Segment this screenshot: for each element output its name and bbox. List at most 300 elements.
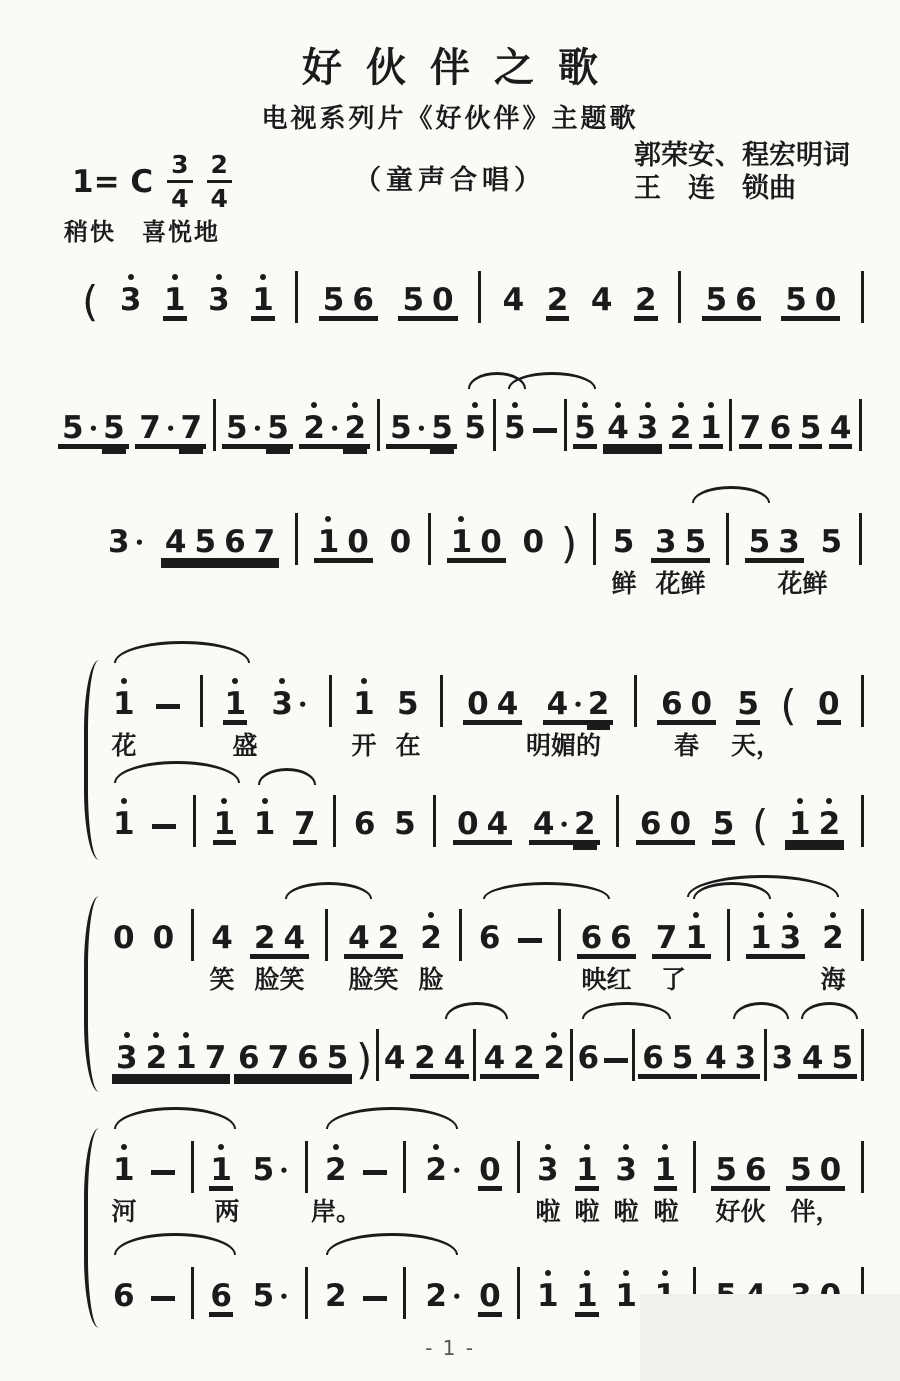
barline [558,909,561,961]
barline [295,513,298,565]
lyric: 花 [111,731,137,760]
note-digit: 5 [737,686,759,722]
note [463,686,522,722]
note-digit: 1 [575,1155,599,1186]
octave-dot [787,912,793,918]
barline [403,1267,406,1319]
note-digit: 6 [224,524,246,560]
note [112,686,136,722]
note-digit: 1 [536,1281,560,1312]
music-row [82,264,864,326]
note [636,806,695,842]
note [820,524,844,560]
note-digit: 4 [705,1040,727,1076]
note-digit: 3 [655,524,677,560]
lyric: 伴， [790,1197,841,1226]
note [112,920,136,956]
duration-dash [533,428,557,433]
note-digit: 6 [353,806,376,842]
barline [861,675,864,727]
note-digit: 5 [671,1040,694,1076]
note [478,920,502,956]
note-digit: 7 [253,524,276,560]
barline [634,675,637,727]
note-digit: 5 [503,413,527,444]
page-title: 好伙伴之歌 [302,45,622,91]
note [771,1040,795,1076]
octave-dot [311,402,317,408]
barline [329,675,332,727]
lyric: 脸笑 [348,965,399,994]
barline [295,271,298,323]
note-digit: 2 [543,1043,567,1074]
note-digit: 2 [145,1043,169,1074]
note-digit: 0 [480,524,502,560]
note-digit: 5 [62,410,84,446]
music-row [112,1134,864,1186]
barline [678,271,681,323]
note [249,1278,290,1314]
note-digit: 5 [252,1278,275,1314]
note-digit: 1 [614,1281,638,1312]
music-row [112,668,864,730]
note-digit: 2 [324,1278,347,1314]
note [421,1278,462,1314]
note-digit: 1 [163,285,187,316]
note [577,920,636,956]
note [314,524,373,560]
note-digit: 5 [684,524,707,560]
lyric: 笑 [209,965,235,994]
note-digit: 3 [207,285,231,316]
note-digit: 4 [348,920,370,956]
note [657,686,716,722]
note-digit: 2 [425,1278,447,1314]
note [590,282,614,318]
note [478,1152,502,1188]
note [393,806,417,842]
music-line-intro-3 [104,506,862,614]
octave-dot [153,1032,159,1038]
lyric: 啦 [613,1197,639,1226]
octave-dot [121,1144,127,1150]
octave-dot [218,1144,224,1150]
note-digit: 2 [821,923,845,954]
note [536,1278,560,1314]
lyric: 明媚的 [525,731,602,760]
lyric: 两 [214,1197,240,1226]
note [293,806,317,842]
rhythm-dot: • [134,534,145,552]
note-digit: 1 [684,923,708,954]
note-digit: 3 [270,689,294,720]
note-digit: 3 [536,1155,560,1186]
note-digit: 6 [478,920,501,956]
octave-dot [830,912,836,918]
music-line-system1-voice1 [112,668,864,776]
octave-dot [708,402,714,408]
note [453,806,512,842]
note [575,1278,599,1314]
note [213,806,237,842]
note-digit: 6 [744,1152,767,1188]
duration-dash [152,824,176,829]
lyric: 啦 [653,1197,679,1226]
note-digit: 1 [317,527,341,558]
note-digit: 5 [612,524,635,560]
octave-dot [545,1270,551,1276]
barline [305,1267,308,1319]
note [478,1278,502,1314]
note-digit: 4 [283,920,306,956]
note [817,686,841,722]
note-digit: 7 [655,920,678,956]
note-digit: 4 [801,1040,824,1076]
note [480,1040,539,1076]
barline [493,399,496,451]
note [112,806,136,842]
octave-dot [124,1032,130,1038]
octave-dot [172,274,178,280]
note [421,1152,462,1188]
note [798,1040,857,1076]
note [786,1152,845,1188]
octave-dot [121,798,127,804]
note-digit: 0 [432,282,454,318]
barline [191,909,194,961]
note-digit: 0 [690,686,713,722]
note [785,806,844,842]
note-digit: 1 [112,689,136,720]
slur [114,641,249,663]
note-digit: 1 [788,809,812,840]
note-digit: 5 [194,524,217,560]
note-digit: 7 [294,806,316,842]
note-digit: 5 [790,1152,812,1188]
note-digit: 4 [443,1040,466,1076]
note [546,282,570,318]
note [522,524,546,560]
note-digit: 1 [749,923,773,954]
note [612,524,636,560]
rhythm-dot: • [88,420,99,438]
music-line-intro-2 [58,392,862,500]
note [161,524,279,560]
note [638,1040,697,1076]
lyric: 在 [395,731,421,760]
note-digit: 7 [180,410,203,446]
lyric: 了 [660,965,687,994]
note [249,1152,290,1188]
note-digit: 2 [414,1040,436,1076]
note-digit: 1 [174,1043,198,1074]
music-line-system2-voice2 [112,1022,864,1130]
barline [861,1029,864,1081]
note-digit: 6 [660,686,683,722]
music-row [112,1022,864,1084]
composer-credit: 王 连 锁曲 [634,172,796,204]
note-digit: 4 [496,686,519,722]
duration-dash [156,704,180,709]
lyric: 脸 [418,965,444,994]
barline [861,1141,864,1193]
barline [213,399,216,451]
octave-dot [325,516,331,522]
note-digit: 5 [322,282,345,318]
octave-dot [662,1270,668,1276]
page-number: - 1 - [425,1336,475,1360]
barline [632,1029,635,1081]
note [410,1040,469,1076]
octave-dot [433,1144,439,1150]
rhythm-dot: • [252,420,263,438]
note-digit: 5 [226,410,248,446]
octave-dot [232,678,238,684]
rhythm-dot: • [329,420,340,438]
parenthesis: ( [751,801,769,850]
note-digit: 5 [267,410,289,446]
note-digit: 2 [253,920,276,956]
note [112,1278,136,1314]
note-digit: 3 [108,524,130,560]
note-digit: 2 [424,1155,448,1186]
barline [693,1141,696,1193]
note-digit: 4 [829,410,852,446]
octave-dot [584,1270,590,1276]
octave-dot [615,402,621,408]
rhythm-dot: • [451,1288,462,1306]
lyric: 岸。 [310,1197,362,1226]
octave-dot [584,1144,590,1150]
parenthesis: ) [560,519,578,568]
ensemble-label: （童声合唱） [354,165,546,196]
note-digit: 1 [450,527,474,558]
note [135,410,206,446]
parenthesis: ( [82,277,99,326]
note-digit: 2 [302,413,326,444]
note [324,1152,348,1188]
note [736,686,760,722]
note-digit: 5 [715,1152,737,1188]
barline [200,675,203,727]
note-digit: 0 [814,282,837,318]
octave-dot [128,274,134,280]
note [652,920,711,956]
music-row [104,506,862,568]
note-digit: 4 [486,806,509,842]
note-digit: 5 [252,1152,275,1188]
note-digit: 1 [213,809,237,840]
note-digit: 2 [669,413,693,444]
note [536,1152,560,1188]
rhythm-dot: • [573,696,583,714]
rhythm-dot: • [297,696,308,714]
note-digit: 6 [642,1040,664,1076]
octave-dot [221,798,227,804]
note-digit: 1 [251,285,275,316]
note [821,920,845,956]
note-digit: 3 [119,285,143,316]
lyric: 海 [820,965,846,994]
rhythm-dot: • [416,420,427,438]
note [575,1152,599,1188]
note-digit: 7 [204,1040,227,1076]
note-digit: 1 [209,1155,233,1186]
barline [428,513,431,565]
octave-dot [279,678,285,684]
note-digit: 5 [712,806,735,842]
note-digit: 7 [139,410,161,446]
note-digit: 4 [211,920,233,956]
note-digit: 6 [113,1278,135,1314]
note [352,686,376,722]
note [651,524,710,560]
note [267,686,308,722]
duration-dash [604,1058,628,1063]
octave-dot [458,516,464,522]
note [58,410,129,446]
note-digit: 6 [610,920,632,956]
note-digit: 1 [112,1155,136,1186]
octave-dot [623,1144,629,1150]
barline [193,795,196,847]
note-digit: 1 [112,809,136,840]
note [781,282,840,318]
note [502,282,526,318]
note [299,410,370,446]
note-digit: 2 [634,282,657,318]
note-digit: 5 [463,413,487,444]
note-digit: 2 [587,686,610,722]
barline [861,795,864,847]
note [119,282,143,318]
note-digit: 1 [253,809,277,840]
key-label: 1= C [72,163,154,200]
note-digit: 0 [347,524,369,560]
note [669,410,693,446]
barline [191,1267,194,1319]
octave-dot [262,798,268,804]
note-digit: 6 [352,282,374,318]
barline [517,1267,520,1319]
barline [376,1029,379,1081]
credits [634,140,850,206]
note-digit: 0 [479,1152,501,1188]
note [712,806,736,842]
note-digit: 2 [574,806,596,842]
lyric: 啦 [574,1197,600,1226]
lyricist-credit: 郭荣安、程宏明词 [634,140,850,171]
note-digit: 6 [769,410,792,446]
octave-dot [121,678,127,684]
note-digit: 4 [483,1040,506,1076]
note [152,920,176,956]
lyric: 脸笑 [254,965,305,994]
barline [616,795,619,847]
octave-dot [472,402,478,408]
note-digit: 3 [614,1155,638,1186]
note [634,282,658,318]
note [829,410,853,446]
barline [726,513,729,565]
note-digit: 2 [324,1155,348,1186]
note [503,410,527,446]
note [112,1152,136,1188]
tempo-marking: 稍快 喜悦地 [64,218,220,246]
octave-dot [352,402,358,408]
note-digit: 0 [669,806,692,842]
note-digit: 1 [699,413,723,444]
note-digit: 7 [739,410,762,446]
octave-dot [545,1144,551,1150]
note [577,1040,601,1076]
note [745,524,804,560]
note-digit: 4 [590,282,613,318]
music-line-intro-1 [82,264,864,372]
note [769,410,793,446]
barline [403,1141,406,1193]
note-digit: 4 [164,524,187,560]
lyric: 春 [673,731,700,760]
rhythm-dot: • [279,1162,289,1180]
note [209,1278,233,1314]
octave-dot [758,912,764,918]
duration-dash [151,1296,175,1301]
note-digit: 7 [267,1040,290,1076]
note [222,410,293,446]
note-digit: 1 [352,689,376,720]
note [702,282,761,318]
note-digit: 0 [457,806,479,842]
octave-dot [645,402,651,408]
note-digit: 2 [546,282,569,318]
octave-dot [826,798,832,804]
note [209,1152,233,1188]
barline [433,795,436,847]
note [250,920,309,956]
note-digit: 2 [818,809,842,840]
octave-dot [797,798,803,804]
note-digit: 5 [799,410,822,446]
barline [859,513,862,565]
rhythm-dot: • [451,1162,462,1180]
note [386,410,457,446]
barline [377,399,380,451]
note [711,1152,770,1188]
octave-dot [512,402,518,408]
note [654,1152,678,1188]
lyric: 河 [111,1197,137,1226]
system2-brace [84,896,103,1092]
barline [727,909,730,961]
note [353,806,377,842]
octave-dot [428,912,434,918]
music-line-system3-voice1 [112,1134,864,1242]
note-digit: 5 [705,282,728,318]
note-digit: 5 [785,282,807,318]
note-digit: 0 [817,686,840,722]
music-row [58,392,862,444]
note [163,282,187,318]
octave-dot [333,1144,339,1150]
note [398,282,457,318]
note-digit: 0 [467,686,489,722]
barline [191,1141,194,1193]
note-digit: 0 [522,524,545,560]
lyric: 啦 [535,1197,561,1226]
note-digit: 0 [389,524,412,560]
lyric: 好伙 [715,1197,766,1226]
